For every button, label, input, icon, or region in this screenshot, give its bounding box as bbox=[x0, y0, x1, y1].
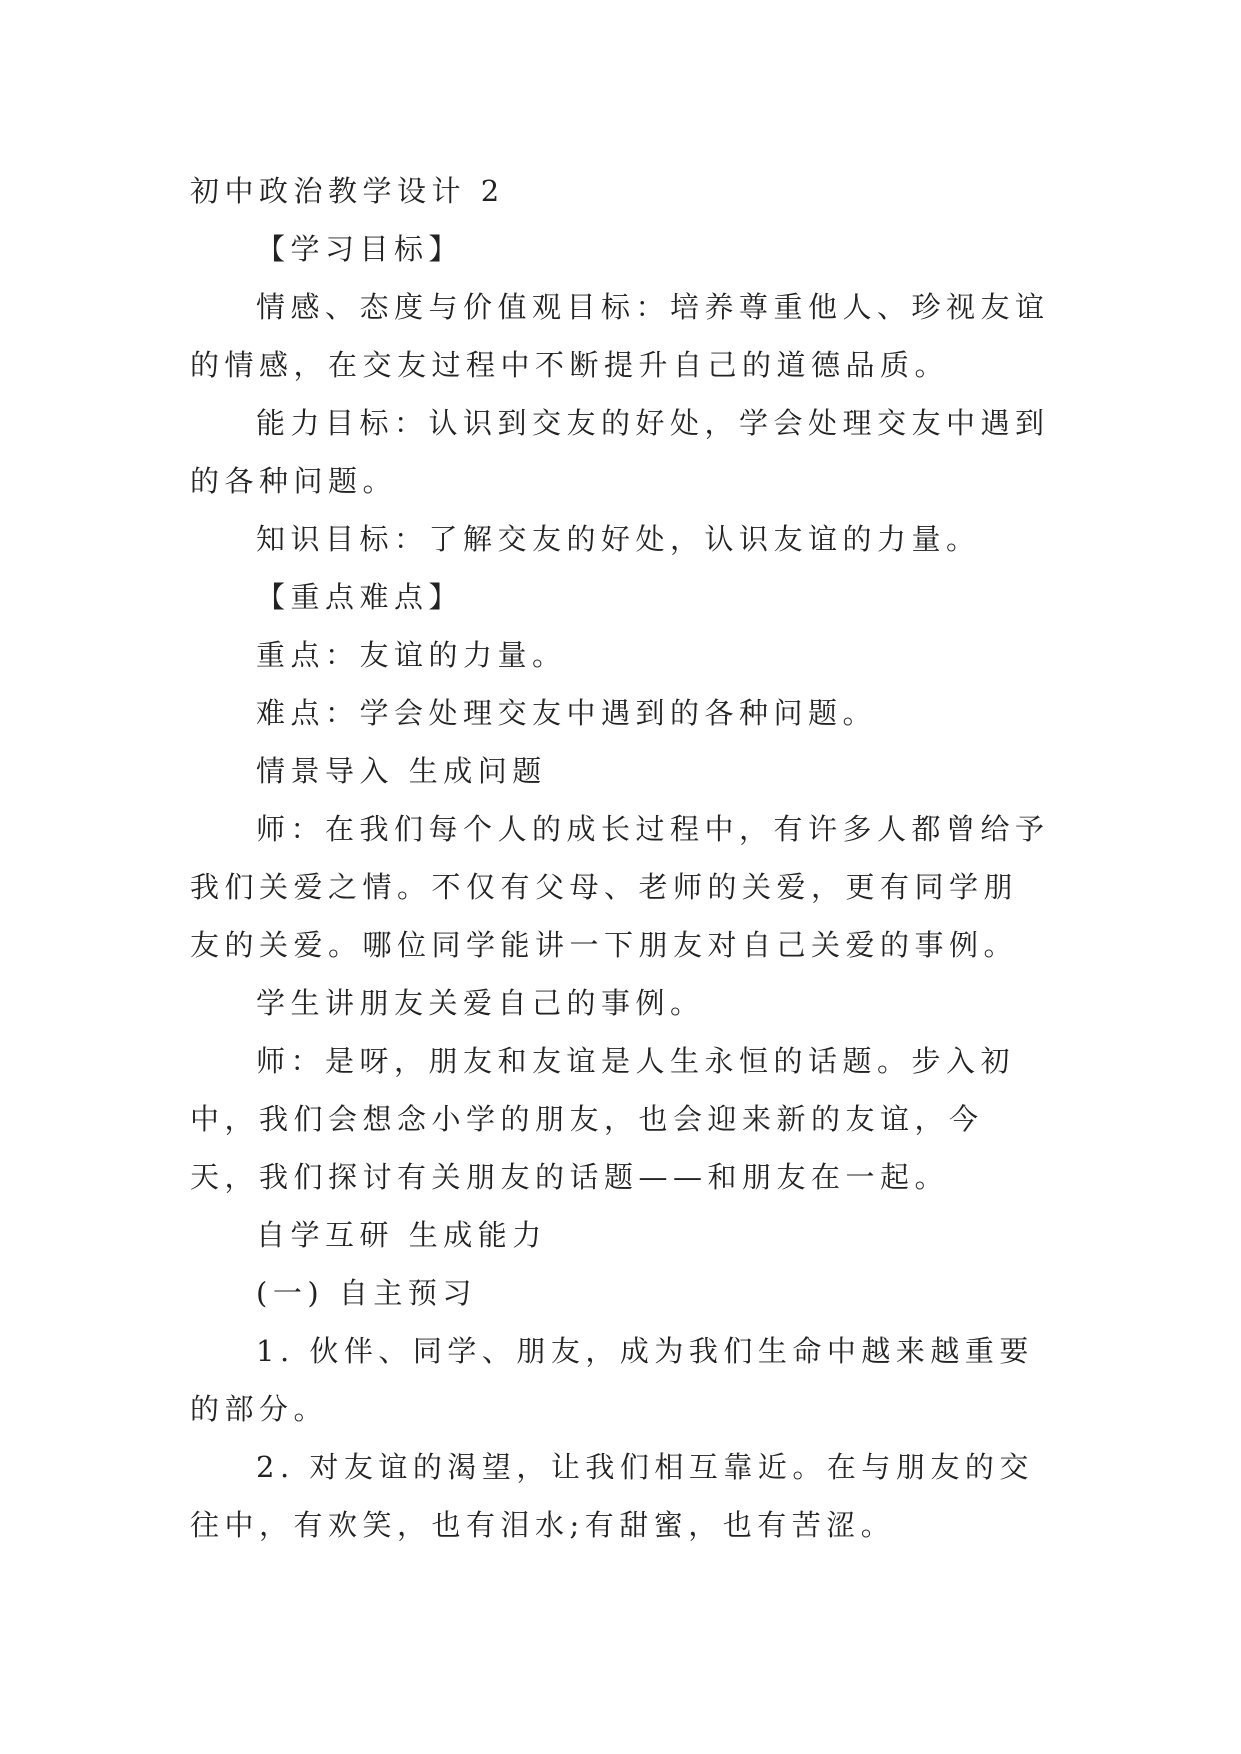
paragraph-key-point: 重点：友谊的力量。 bbox=[256, 638, 567, 672]
paragraph-ability-goal: 能力目标：认识到交友的好处，学会处理交友中遇到的各种问题。 bbox=[190, 406, 1050, 498]
paragraph-scenario-intro: 情景导入 生成问题 bbox=[256, 754, 547, 788]
paragraph-preview-heading: (一) 自主预习 bbox=[256, 1276, 477, 1310]
paragraph-teacher-intro: 师：在我们每个人的成长过程中，有许多人都曾给予我们关爱之情。不仅有父母、老师的关爱，更有同学朋友的关爱。哪位同学能讲一下朋友对自己关爱的事例。 bbox=[190, 812, 1050, 962]
paragraph-knowledge-goal: 知识目标：了解交友的好处，认识友谊的力量。 bbox=[256, 522, 981, 556]
paragraph-key-points-heading: 【重点难点】 bbox=[256, 580, 464, 614]
paragraph-difficult-point: 难点：学会处理交友中遇到的各种问题。 bbox=[256, 696, 878, 730]
paragraph-item-1: 1. 伙伴、同学、朋友，成为我们生命中越来越重要的部分。 bbox=[190, 1334, 1034, 1426]
paragraph-learning-goals-heading: 【学习目标】 bbox=[256, 232, 464, 266]
paragraph-self-study: 自学互研 生成能力 bbox=[256, 1218, 547, 1252]
paragraph-student-examples: 学生讲朋友关爱自己的事例。 bbox=[256, 986, 705, 1020]
paragraph-teacher-topic: 师：是呀，朋友和友谊是人生永恒的话题。步入初中，我们会想念小学的朋友，也会迎来新的友谊，今天，我们探讨有关朋友的话题——和朋友在一起。 bbox=[190, 1044, 1016, 1194]
paragraph-item-2: 2. 对友谊的渴望，让我们相互靠近。在与朋友的交往中，有欢笑，也有泪水;有甜蜜，也有苦涩。 bbox=[190, 1450, 1034, 1542]
document-title: 初中政治教学设计 2 bbox=[190, 174, 505, 208]
paragraph-emotion-goal: 情感、态度与价值观目标：培养尊重他人、珍视友谊的情感，在交友过程中不断提升自己的道德品质。 bbox=[190, 290, 1050, 382]
document-body bbox=[190, 162, 1052, 1554]
